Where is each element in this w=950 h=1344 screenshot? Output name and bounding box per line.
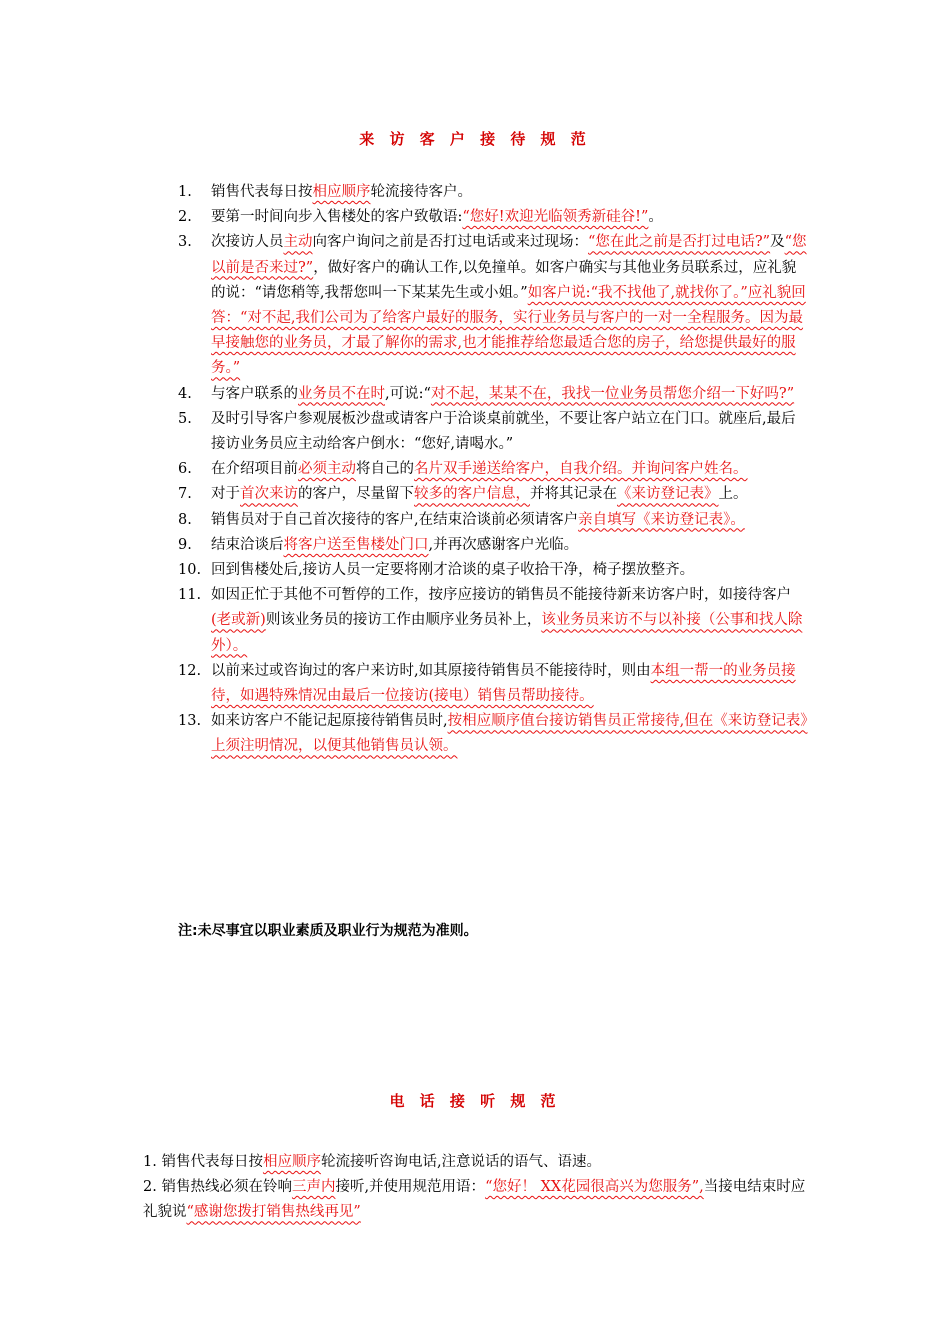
item-text	[211, 457, 808, 482]
section-2-title: 电 话 接 听 规 范	[389, 1092, 561, 1110]
text-run: 轮流接听咨询电话,注意说话的语气、语速。	[320, 1154, 602, 1170]
item-text	[211, 558, 808, 583]
highlighted-phrase: “您在此之前是否打过电话?”	[588, 234, 771, 251]
highlighted-phrase: 本组一帮一的业务员接待，如遇特殊情况由最后一位接访(接电）销售员帮助接待。	[211, 662, 796, 705]
text-run: ，做好客户的确认工作,以免撞单。如客户确实与其他业务员联系过，应礼貌的说：“请您稍等,我帮您叫一下某某先生或小姐。”	[211, 259, 797, 301]
text-run: 轮流接待客户。	[370, 184, 472, 200]
highlighted-phrase: 主动	[283, 234, 313, 251]
highlighted-phrase: “您好!欢迎光临领秀新硅谷!”	[462, 209, 649, 226]
text-run: 销售热线必须在铃响	[161, 1179, 292, 1196]
item-number: 9.	[178, 536, 192, 553]
text-run: ,并再次感谢客户光临。	[428, 536, 579, 553]
list-item	[178, 709, 808, 759]
highlighted-phrase: (老或新)	[211, 612, 266, 629]
text-run: 向客户询问之前是否打过电话或来过现场：	[312, 234, 588, 251]
item-text	[211, 533, 808, 558]
highlighted-phrase: 名片双手递送给客户，自我介绍。并询问客户姓名。	[414, 461, 748, 478]
item-text	[211, 180, 808, 205]
text-run: 并将其记录在	[530, 486, 617, 503]
highlighted-phrase: 对不起，某某不在，我找一位业务员帮您介绍一下好吗?”	[430, 385, 795, 402]
item-text	[211, 205, 808, 230]
list-item	[178, 457, 808, 482]
item-number: 1.	[178, 184, 192, 200]
item-number: 10.	[178, 562, 202, 579]
item-text	[211, 407, 808, 457]
item-number: 13.	[178, 713, 202, 730]
item-text	[211, 482, 808, 507]
text-run: 以前来过或咨询过的客户来访时,如其原接待销售员不能接待时，则由	[211, 662, 651, 679]
item-number: 5.	[178, 410, 192, 427]
highlighted-phrase: 亲自填写《来访登记表》。	[578, 511, 745, 528]
item-number: 6.	[178, 461, 192, 478]
text-run: 与客户联系的	[211, 385, 298, 402]
highlighted-phrase: 该业务员来访不与以补接（公事和找人除外）。	[211, 612, 803, 654]
list-item	[178, 180, 808, 205]
item-text	[211, 709, 808, 759]
text-run: 次接访人员	[211, 234, 284, 251]
item-text	[211, 230, 808, 381]
highlighted-phrase: 三声内	[291, 1179, 336, 1196]
highlighted-phrase: 将客户送至售楼处门口	[283, 536, 429, 553]
highlighted-phrase: “您以前是否来过?”	[211, 234, 807, 276]
text-run: 当接电结束时应礼貌说	[143, 1179, 806, 1221]
reception-rules-list	[178, 180, 808, 760]
item-number: 12.	[178, 662, 202, 679]
text-run: 将自己的	[356, 461, 414, 478]
item-text	[211, 583, 808, 659]
highlighted-phrase: 较多的客户信息，	[414, 486, 530, 503]
highlighted-phrase: 如客户说:“我不找他了,就找你了。”应礼貌回答：“对不起,我们公司为了给客户最好的服务，实行业务员与客户的一对一全程服务。因为最早接触您的业务员，才最了解你的需求,也才能推荐给您最适合您的房子，给您提供最好的服务。”	[211, 284, 806, 377]
item-number: 7.	[178, 486, 192, 503]
item-text	[211, 508, 808, 533]
text-run: 要第一时间向步入售楼处的客户致敬语:	[211, 209, 463, 226]
text-run: 回到售楼处后,接访人员一定要将刚才洽谈的桌子收拾干净，椅子摆放整齐。	[211, 562, 695, 579]
item-number: 2.	[143, 1179, 162, 1196]
section-1-title: 来 访 客 户 接 待 规 范	[359, 130, 591, 148]
highlighted-phrase: 相应顺序	[262, 1154, 321, 1170]
list-item	[143, 1150, 813, 1175]
text-run: 在介绍项目前	[211, 461, 298, 478]
item-number: 3.	[178, 234, 192, 251]
list-item	[178, 382, 808, 407]
list-item	[178, 230, 808, 381]
item-number: 4.	[178, 385, 192, 402]
text-run: 的客户，尽量留下	[298, 486, 414, 503]
item-text	[211, 382, 808, 407]
text-run: 对于	[211, 486, 240, 503]
highlighted-phrase: 按相应顺序值台接访销售员正常接待,但在《来访登记表》上须注明情况，以便其他销售员认领。	[211, 713, 808, 755]
list-item	[178, 205, 808, 230]
list-item	[143, 1175, 813, 1225]
text-run: 及时引导客户参观展板沙盘或请客户于洽谈桌前就坐，不要让客户站立在门口。就座后,最后接访业务员应主动给客户倒水：“您好,请喝水。”	[211, 410, 796, 453]
highlighted-phrase: 相应顺序	[312, 184, 371, 200]
text-run: 结束洽谈后	[211, 536, 284, 553]
footnote: 注:未尽事宜以职业素质及职业行为规范为准则。	[178, 923, 478, 939]
list-item	[178, 583, 808, 659]
phone-rules-list	[143, 1150, 813, 1226]
text-run: 及	[770, 234, 785, 251]
highlighted-phrase: 业务员不在时	[298, 385, 385, 402]
text-run: 如来访客户不能记起原接待销售员时,	[211, 713, 448, 730]
list-item	[178, 533, 808, 558]
list-item	[178, 558, 808, 583]
text-run: 上。	[718, 486, 748, 503]
item-number: 1.	[143, 1154, 162, 1170]
text-run: 如因正忙于其他不可暂停的工作，按序应接访的销售员不能接待新来访客户时，如接待客户	[211, 587, 791, 604]
item-number: 11.	[178, 587, 202, 604]
text-run: ,可说:“	[385, 385, 431, 402]
text-run: 销售代表每日按	[161, 1154, 263, 1170]
text-run: 则该业务员的接访工作由顺序业务员补上，	[265, 612, 542, 629]
list-item	[178, 482, 808, 507]
highlighted-phrase: “感谢您拨打销售热线再见”	[186, 1204, 361, 1221]
list-item	[178, 659, 808, 709]
text-run: 销售员对于自己首次接待的客户,在结束洽谈前必须请客户	[211, 511, 579, 528]
text-run: 。	[648, 209, 663, 226]
highlighted-phrase: “您好！ XX花园很高兴为您服务”,	[485, 1179, 704, 1196]
highlighted-phrase: 首次来访	[240, 486, 298, 503]
text-run: 销售代表每日按	[211, 184, 313, 200]
item-number: 2.	[178, 209, 192, 226]
text-run: 接听,并使用规范用语：	[335, 1179, 486, 1196]
item-number: 8.	[178, 511, 192, 528]
highlighted-phrase: 必须主动	[298, 461, 356, 478]
list-item	[178, 407, 808, 457]
item-text	[161, 1154, 601, 1170]
item-text	[143, 1179, 805, 1220]
list-item	[178, 508, 808, 533]
item-text	[211, 659, 808, 709]
highlighted-phrase: 《来访登记表》	[617, 486, 719, 503]
